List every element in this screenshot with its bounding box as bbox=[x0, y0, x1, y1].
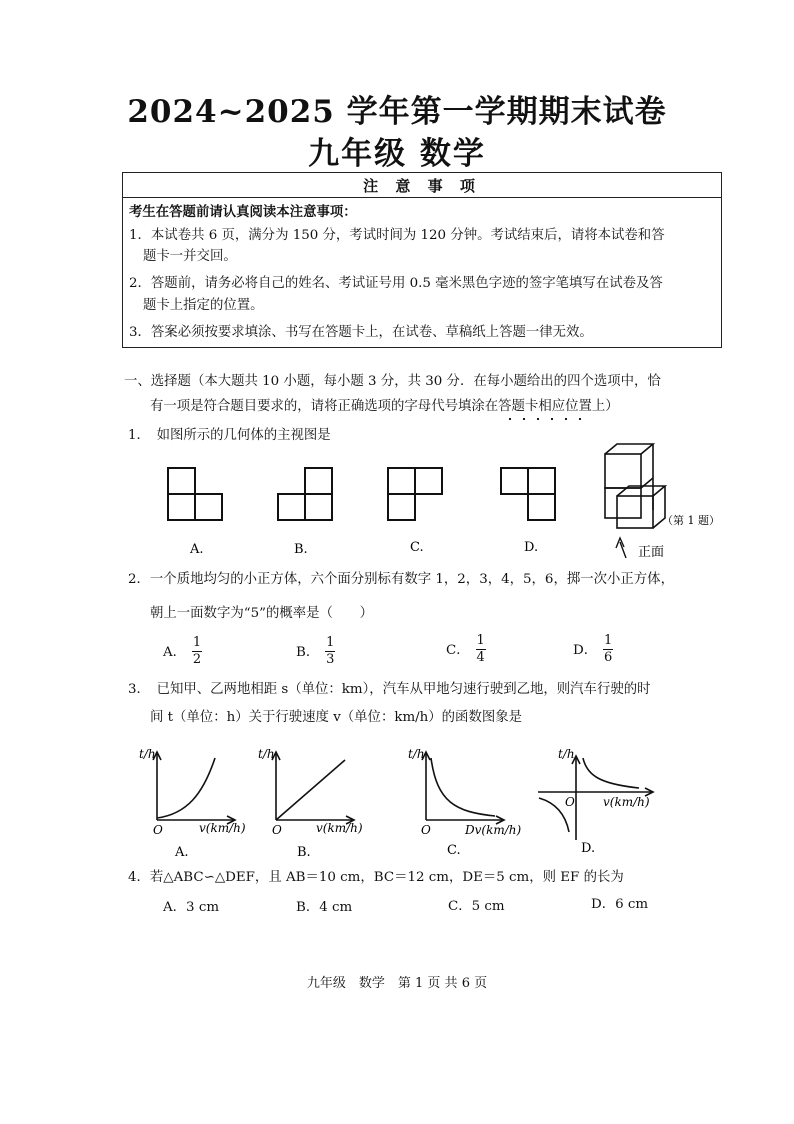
denominator: 3 bbox=[326, 652, 335, 667]
notice-divider bbox=[123, 197, 721, 198]
q4-option-c: C．5 cm bbox=[448, 899, 505, 914]
notice-item-1-cont: 题卡一并交回。 bbox=[143, 249, 237, 264]
q4-option-a: A．3 cm bbox=[163, 900, 220, 915]
graph-b bbox=[272, 752, 354, 824]
q2-option-b-label: B． bbox=[296, 645, 320, 660]
exam-title: 2024~2025 学年第一学期期末试卷 bbox=[127, 94, 667, 130]
q2-option-d-label: D． bbox=[573, 643, 598, 658]
graph-a-xlabel: v(km/h) bbox=[199, 821, 246, 835]
q2-option-c bbox=[446, 634, 486, 665]
question-1-stem: 1． 如图所示的几何体的主视图是 bbox=[128, 428, 331, 443]
q2-option-c-label: C． bbox=[446, 643, 470, 658]
question-3-line2: 间 t（单位：h）关于行驶速度 v（单位：km/h）的函数图象是 bbox=[150, 710, 523, 725]
q2-option-a-label: A． bbox=[163, 645, 187, 660]
graph-c-xlabel: Dv(km/h) bbox=[465, 823, 522, 837]
q4-option-d: D．6 cm bbox=[591, 897, 649, 912]
graph-c-label: C. bbox=[447, 843, 461, 858]
numerator: 1 bbox=[604, 633, 613, 648]
numerator: 1 bbox=[192, 635, 202, 650]
q2-option-a bbox=[163, 636, 202, 667]
graph-b-ylabel: t/h bbox=[258, 747, 275, 761]
graph-b-xlabel: v(km/h) bbox=[316, 821, 363, 835]
section-1-intro: 一、选择题（本大题共 10 小题，每小题 3 分，共 30 分．在每小题给出的四个选项中，恰 bbox=[124, 374, 661, 389]
notice-heading: 注 意 事 项 bbox=[363, 177, 481, 195]
section-1-intro-cont bbox=[150, 397, 619, 417]
option-a-view bbox=[168, 468, 222, 520]
graph-c bbox=[422, 752, 504, 824]
notice-item-3: 3．答案必须按要求填涂、书写在答题卡上，在试卷、草稿纸上答题一律无效。 bbox=[129, 325, 593, 340]
numerator: 1 bbox=[326, 635, 335, 650]
notice-item-1: 1．本试卷共 6 页，满分为 150 分，考试时间为 120 分钟。考试结束后，请将本试卷和答 bbox=[129, 228, 665, 243]
q2-option-d bbox=[573, 634, 613, 665]
question-1-figures bbox=[120, 440, 740, 565]
question-3-line1: 3． 已知甲、乙两地相距 s（单位：km），汽车从甲地匀速行驶到乙地，则汽车行驶的时 bbox=[128, 682, 651, 697]
page-footer: 九年级 数学 第 1 页 共 6 页 bbox=[306, 976, 488, 991]
option-c-view bbox=[388, 468, 442, 520]
denominator: 6 bbox=[604, 650, 613, 665]
graph-d-label: D. bbox=[581, 841, 596, 856]
q2-option-c-fraction bbox=[476, 634, 486, 665]
question-2-line2: 朝上一面数字为“5”的概率是（ ） bbox=[150, 606, 374, 621]
notice-item-2: 2．答题前，请务必将自己的姓名、考试证号用 0.5 毫米黑色字迹的签字笔填写在试卷及答 bbox=[129, 276, 663, 291]
q2-option-b-fraction bbox=[325, 636, 335, 667]
graph-d-origin: O bbox=[565, 795, 575, 809]
denominator: 4 bbox=[476, 650, 485, 665]
graph-b-origin: O bbox=[272, 823, 282, 837]
option-b-view bbox=[278, 468, 332, 520]
q2-option-d-fraction bbox=[603, 634, 613, 665]
figure-1-caption: （第 1 题） bbox=[662, 514, 720, 527]
graph-b-label: B. bbox=[297, 845, 311, 860]
option-d-view bbox=[501, 468, 555, 520]
graph-a-label: A. bbox=[175, 845, 189, 860]
denominator: 2 bbox=[192, 652, 202, 667]
q1-option-a: A. bbox=[190, 542, 204, 557]
front-label: 正面 bbox=[638, 545, 665, 560]
notice-box bbox=[122, 172, 722, 348]
section-1-text-pre: 有一项是符合题目要求的，请将正确选项的字母代号填涂在 bbox=[150, 399, 499, 414]
graph-d-ylabel: t/h bbox=[558, 747, 575, 761]
section-1-text-post: 上） bbox=[591, 399, 619, 414]
graph-c-origin: O bbox=[421, 823, 431, 837]
q4-option-b: B．4 cm bbox=[296, 900, 353, 915]
graph-a-ylabel: t/h bbox=[139, 747, 156, 761]
numerator: 1 bbox=[476, 633, 485, 648]
graph-a-origin: O bbox=[153, 823, 163, 837]
question-2-line1: 2．一个质地均匀的小正方体，六个面分别标有数字 1，2，3，4，5，6，掷一次小正方体， bbox=[128, 572, 674, 587]
q1-option-d: D. bbox=[524, 540, 539, 555]
notice-lead: 考生在答题前请认真阅读本注意事项： bbox=[129, 204, 357, 220]
q2-option-b bbox=[296, 636, 335, 667]
geometric-solid bbox=[605, 444, 665, 528]
q1-option-c: C. bbox=[410, 540, 424, 555]
graph-c-ylabel: t/h bbox=[408, 747, 425, 761]
graph-a bbox=[153, 752, 235, 824]
question-4-stem: 4．若△ABC∽△DEF，且 AB＝10 cm，BC＝12 cm，DE＝5 cm，则 EF 的长为 bbox=[128, 870, 624, 885]
notice-item-2-cont: 题卡上指定的位置。 bbox=[143, 298, 264, 313]
exam-subtitle: 九年级 数学 bbox=[308, 136, 486, 172]
graph-d-xlabel: v(km/h) bbox=[603, 795, 650, 809]
question-3-graphs bbox=[125, 736, 685, 866]
q2-option-a-fraction bbox=[192, 636, 202, 667]
section-1-emphasis: 答题卡相应位置 bbox=[498, 399, 592, 414]
q1-option-b: B. bbox=[294, 542, 308, 557]
